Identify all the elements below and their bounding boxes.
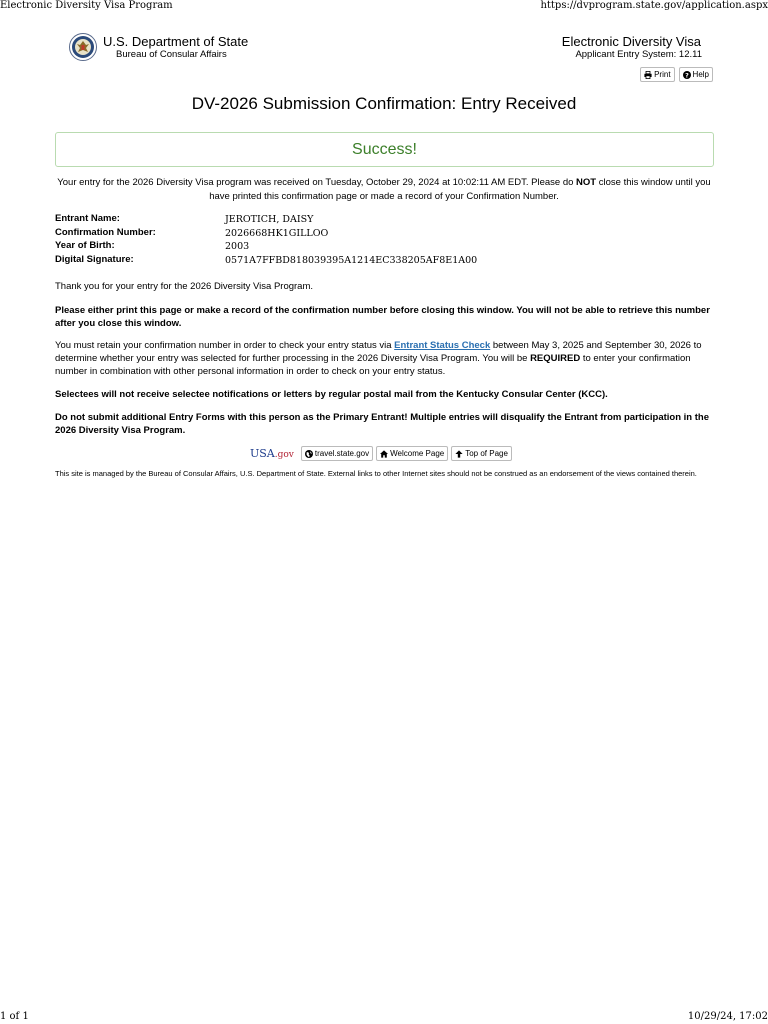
top-of-page-button[interactable] <box>451 446 512 461</box>
retain-text-after: to enter your confirmation number in combination with other personal information in order to check on your entry status. <box>55 353 691 377</box>
usagov-logo-usa: USA <box>250 447 275 460</box>
page-title: DV-2026 Submission Confirmation: Entry Received <box>191 94 577 113</box>
confirmation-number-label: Confirmation Number: <box>55 226 156 238</box>
site-disclaimer: This site is managed by the Bureau of Consular Affairs, U.S. Department of State. External links to other Internet sites should not be construed as an endorsement of the views contained therein. <box>55 469 697 478</box>
entrant-status-check-link[interactable]: Entrant Status Check <box>394 340 491 351</box>
usagov-link[interactable] <box>250 447 298 460</box>
agency-name: U.S. Department of State <box>103 34 249 49</box>
retain-text-middle: between May 3, 2025 and September 30, 2026 to determine whether your entry was selected for further processing in the 2026 Diversity Visa Program. You will be <box>55 340 702 364</box>
birth-year-label: Year of Birth: <box>55 240 115 251</box>
footer-links <box>250 446 512 461</box>
print-header-url: https://dvprogram.state.gov/application.aspx <box>540 0 768 11</box>
welcome-page-label: Welcome Page <box>390 449 445 458</box>
print-header-title: Electronic Diversity Visa Program <box>0 0 173 11</box>
travel-state-gov-button[interactable] <box>301 446 373 461</box>
help-label: Help <box>692 70 709 79</box>
toolbar <box>640 67 713 82</box>
printer-icon <box>644 71 652 79</box>
svg-text:?: ? <box>684 70 689 79</box>
success-alert <box>55 132 714 167</box>
question-circle-icon <box>683 71 691 79</box>
print-warning-text: Please either print this page or make a record of the confirmation number before closing this window. You will not be able to retrieve this number after you close this window. <box>55 305 710 329</box>
received-text: Your entry for the 2026 Diversity Visa program was received on Tuesday, October 29, 2024 at 10:02:11 AM EDT. Please do <box>57 177 577 188</box>
received-emphasis: NOT <box>576 177 597 188</box>
welcome-page-button[interactable] <box>376 446 448 461</box>
retain-notice <box>55 339 713 378</box>
bureau-name: Bureau of Consular Affairs <box>116 49 227 60</box>
received-message <box>55 176 713 203</box>
usagov-logo-gov: .gov <box>274 450 294 460</box>
state-department-seal-icon <box>69 33 97 61</box>
entrant-name-value: JEROTICH, DAISY <box>225 214 314 225</box>
arrow-up-icon <box>455 450 463 458</box>
mail-notice-text: Selectees will not receive selectee notifications or letters by regular postal mail from the Kentucky Consular Center (KCC). <box>55 389 608 400</box>
print-label: Print <box>654 70 671 79</box>
print-button[interactable] <box>640 67 674 82</box>
thank-you-text: Thank you for your entry for the 2026 Diversity Visa Program. <box>55 281 314 292</box>
confirmation-number-value: 2026668HK1GILLOO <box>225 227 329 239</box>
retain-text: You must retain your confirmation number in order to check your entry status via <box>55 340 395 351</box>
detail-row-birth-year <box>55 240 477 254</box>
help-button[interactable] <box>679 67 713 82</box>
multiple-entries-notice: Do not submit additional Entry Forms with this person as the Primary Entrant! Multiple entries will disqualify the Entrant from participation in the 2026 Diversity Visa Program. <box>55 412 709 436</box>
detail-row-confirmation <box>55 227 477 241</box>
signature-value: 0571A7FFBD818039395A1214EC338205AF8E1A00 <box>225 254 478 266</box>
signature-label: Digital Signature: <box>55 253 134 265</box>
agency-block <box>103 34 248 61</box>
globe-icon <box>305 450 313 458</box>
top-of-page-label: Top of Page <box>465 449 508 458</box>
home-icon <box>380 450 388 458</box>
system-name: Electronic Diversity Visa <box>561 34 701 49</box>
detail-row-entrant-name <box>55 213 477 227</box>
birth-year-value: 2003 <box>225 241 250 252</box>
print-footer-datetime: 10/29/24, 17:02 <box>687 1011 768 1022</box>
received-text-after: close this window until you have printed this confirmation page or made a record of your Confirmation Number. <box>209 177 711 202</box>
system-version: Applicant Entry System: 12.11 <box>575 49 702 60</box>
detail-row-signature <box>55 254 477 268</box>
required-emphasis: REQUIRED <box>530 353 581 364</box>
travel-state-gov-label: travel.state.gov <box>314 449 370 458</box>
entry-details <box>55 213 477 267</box>
print-footer-page: 1 of 1 <box>0 1011 29 1022</box>
entrant-name-label: Entrant Name: <box>55 213 120 224</box>
success-message: Success! <box>352 140 417 158</box>
system-block <box>562 34 701 61</box>
